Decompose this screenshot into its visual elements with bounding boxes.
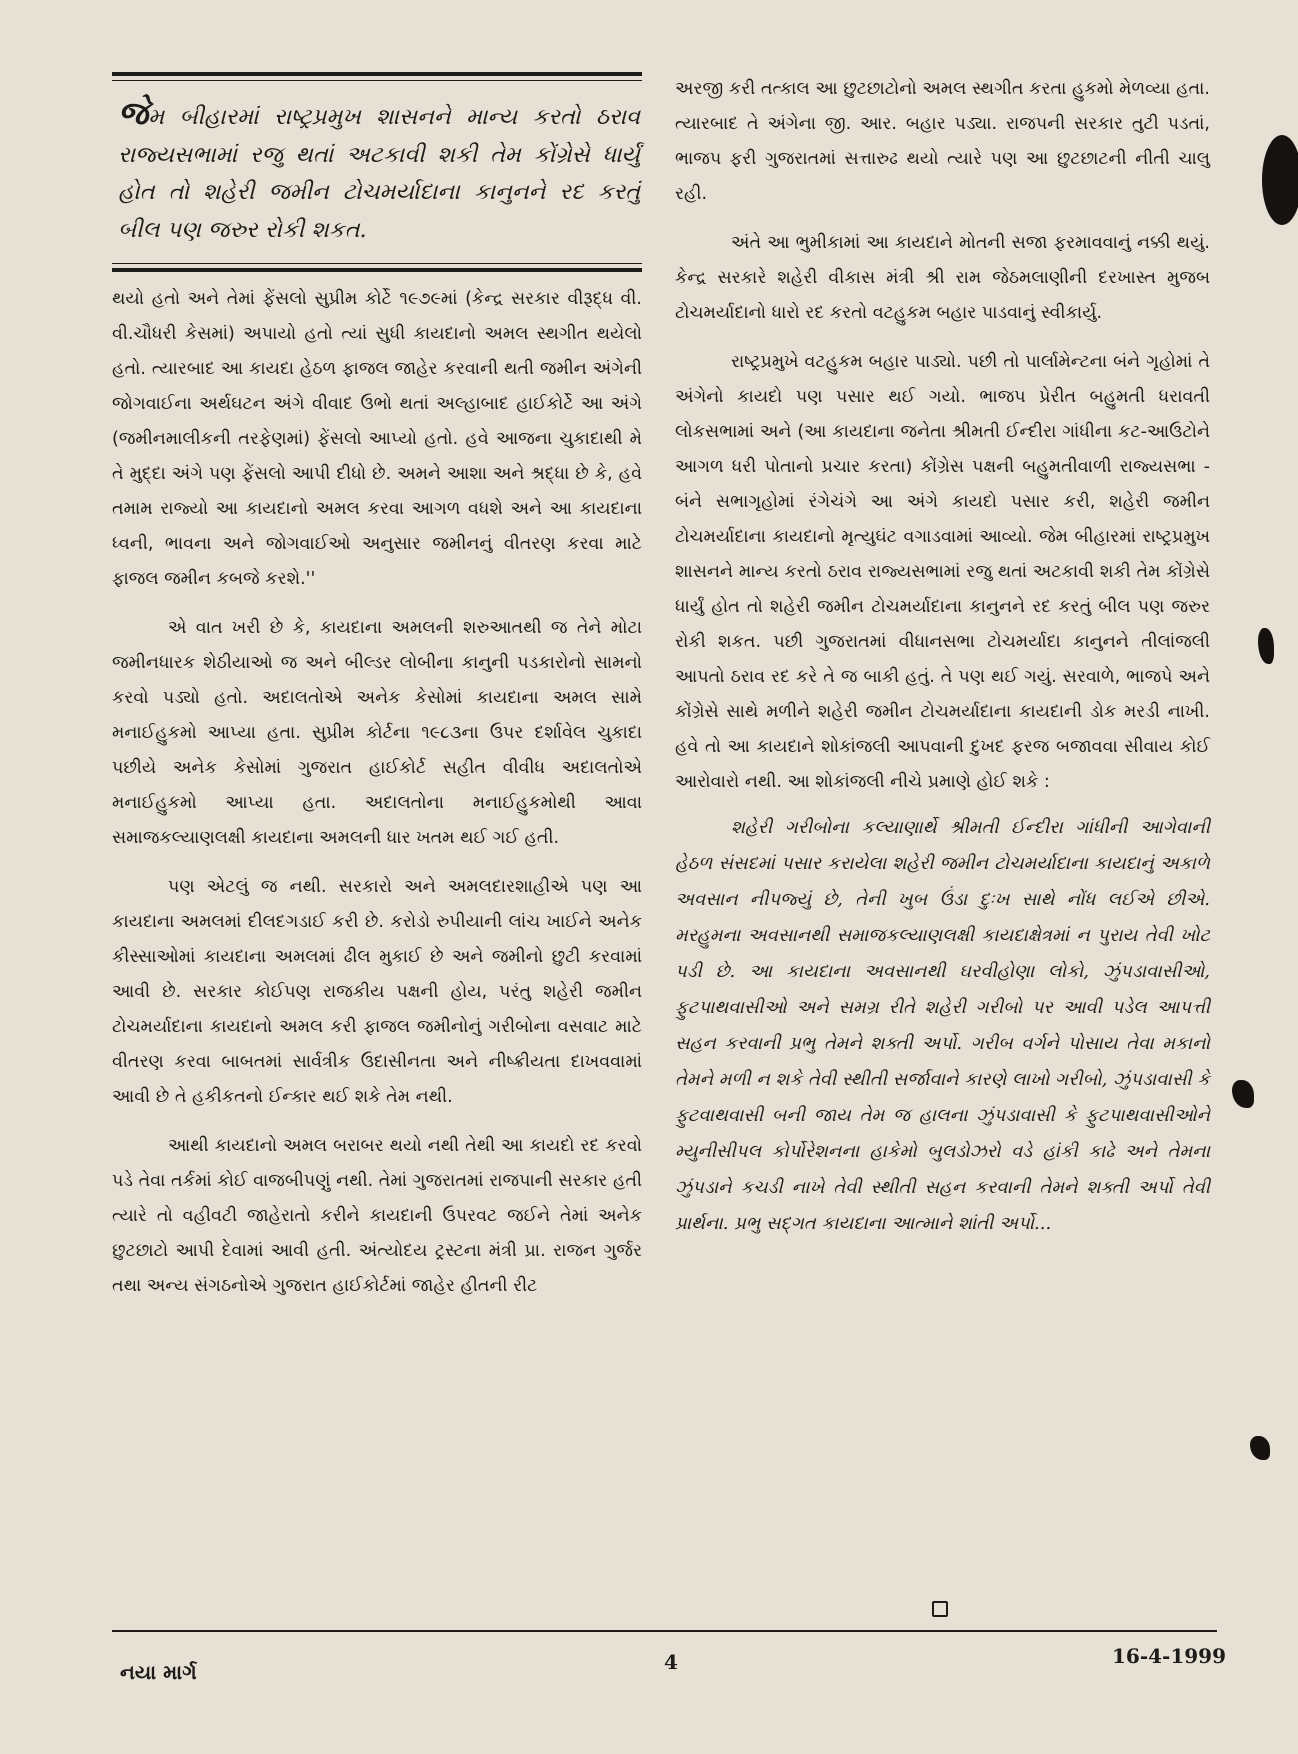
pullquote (112, 81, 642, 259)
publication-name: નયા માર્ગ (120, 1660, 197, 1684)
pullquote-top-rule (112, 72, 642, 76)
pullquote-bottom-rule (112, 268, 642, 272)
right-paragraph-1: અરજી કરી તત્કાલ આ છુટછાટોનો અમલ સ્થગીત કરતા હુકમો મેળવ્યા હતા. ત્યારબાદ તે અંગેના જી. આર. બહાર પડ્યા. રાજપની સરકાર તુટી પડતાં, ભાજપ ફરી ગુજરાતમાં સત્તારુઢ થયો ત્યારે પણ આ છુટછાટની નીતી ચાલુ રહી. (675, 79, 1210, 204)
article-end-mark (932, 1601, 948, 1617)
left-paragraph-3: પણ એટલું જ નથી. સરકારો અને અમલદારશાહીએ પણ આ કાયદાના અમલમાં દીલદગડાઈ કરી છે. કરોડો રુપીયાની લાંચ ખાઈને અનેક કીસ્સાઓમાં કાયદાના અમલમાં ઢીલ મુકાઈ છે અને જમીનો છુટી કરવામાં આવી છે. સરકાર કોઈપણ રાજકીય પક્ષની હોય, પરંતુ શહેરી જમીન ટોચમર્યાદાના કાયદાનો અમલ કરી ફાજલ જમીનોનું ગરીબોના વસવાટ માટે વીતરણ કરવા બાબતમાં સાર્વત્રીક ઉદાસીનતા અને નીષ્ક્રીયતા દાખવવામાં આવી છે તે હકીકતનો ઈન્કાર થઈ શકે તેમ નથી. (112, 877, 642, 1107)
right-paragraph-3: રાષ્ટ્રપ્રમુખે વટહુકમ બહાર પાડ્યો. પછી તો પાર્લામેન્ટના બંને ગૃહોમાં તે અંગેનો કાયદો પણ પસાર થઈ ગયો. ભાજપ પ્રેરીત બહુમતી ધરાવતી લોકસભામાં અને (આ કાયદાના જનેતા શ્રીમતી ઈન્દીરા ગાંધીના કટ-આઉટોને આગળ ધરી પોતાનો પ્રચાર કરતા) કોંગ્રેસ પક્ષની બહુમતીવાળી રાજ્યસભા - બંને સભાગૃહોમાં રંગેચંગે આ અંગે કાયદો પસાર કરી, શહેરી જમીન ટોચમર્યાદાના કાયદાનો મૃત્યુઘંટ વગાડવામાં આવ્યો. જેમ બીહારમાં રાષ્ટ્રપ્રમુખ શાસનને માન્ય કરતો ઠરાવ રાજ્યસભામાં રજુ થતાં અટકાવી શકી તેમ કોંગ્રેસે ધાર્યું હોત તો શહેરી જમીન ટોચમર્યાદાના કાનુનને રદ કરતું બીલ પણ જરુર રોકી શકત. પછી ગુજરાતમાં વીધાનસભા ટોચમર્યાદા કાનુનને તીલાંજલી આપતો ઠરાવ રદ કરે તે જ બાકી હતું. તે પણ થઈ ગયું. સરવાળે, ભાજપે અને કોંગ્રેસે સાથે મળીને શહેરી જમીન ટોચમર્યાદાના કાયદાની ડોક મરડી નાખી. હવે તો આ કાયદાને શોકાંજલી આપવાની દુખદ ફરજ બજાવવા સીવાય કોઈ આરોવારો નથી. આ શોકાંજલી નીચે પ્રમાણે હોઈ શકે : (675, 352, 1210, 792)
right-column (675, 72, 1210, 1242)
footer-rule (112, 1630, 1217, 1632)
left-paragraph-4: આથી કાયદાનો અમલ બરાબર થયો નથી તેથી આ કાયદો રદ કરવો પડે તેવા તર્કમાં કોઈ વાજબીપણું નથી. તેમાં ગુજરાતમાં રાજપાની સરકાર હતી ત્યારે તો વહીવટી જાહેરાતો કરીને કાયદાની ઉપરવટ જઈને તેમાં અનેક છુટછાટો આપી દેવામાં આવી હતી. અંત્યોદય ટ્રસ્ટના મંત્રી પ્રા. રાજન ગુર્જર તથા અન્ય સંગઠનોએ ગુજરાત હાઈકોર્ટમાં જાહેર હીતની રીટ (112, 1136, 642, 1296)
ink-stain (1258, 628, 1274, 664)
left-paragraph-2: એ વાત ખરી છે કે, કાયદાના અમલની શરુઆતથી જ તેને મોટા જમીનધારક શેઠીયાઓ જ અને બીલ્ડર લોબીના કાનુની પડકારોનો સામનો કરવો પડ્યો હતો. અદાલતોએ અનેક કેસોમાં કાયદાના અમલ સામે મનાઈહુકમો આપ્યા હતા. સુપ્રીમ કોર્ટના ૧૯૮૩ના ઉપર દર્શાવેલ ચુકાદા પછીયે અનેક કેસોમાં ગુજરાત હાઈકોર્ટ સહીત વીવીધ અદાલતોએ મનાઈહુકમો આપ્યા હતા. અદાલતોના મનાઈહુકમોથી આવા સમાજકલ્યાણલક્ષી કાયદાના અમલની ધાર ખતમ થઈ ગઈ હતી. (112, 618, 642, 848)
right-paragraph-2: અંતે આ ભુમીકામાં આ કાયદાને મોતની સજા ફરમાવવાનું નક્કી થયું. કેન્દ્ર સરકારે શહેરી વીકાસ મંત્રી શ્રી રામ જેઠમલાણીની દરખાસ્ત મુજબ ટોચમર્યાદાનો ધારો રદ કરતો વટહુકમ બહાર પાડવાનું સ્વીકાર્યુ. (675, 233, 1210, 323)
pullquote-dropcap: જે (118, 94, 149, 132)
left-column (112, 72, 642, 1304)
ink-stain (1232, 1080, 1254, 1108)
ink-stain (1262, 135, 1298, 225)
issue-date: 16-4-1999 (1112, 1644, 1227, 1668)
page-number: 4 (664, 1650, 678, 1674)
ink-stain (1250, 1436, 1270, 1460)
pullquote-text: મ બીહારમાં રાષ્ટ્રપ્રમુખ શાસનને માન્ય કરતો ઠરાવ રાજ્યસભામાં રજુ થતાં અટકાવી શકી તેમ કોંગ્રેસે ધાર્યું હોત તો શહેરી જમીન ટોચમર્યાદાના કાનુનને રદ કરતું બીલ પણ જરુર રોકી શકત. (118, 104, 640, 243)
left-paragraph-1: થયો હતો અને તેમાં ફેંસલો સુપ્રીમ કોર્ટે ૧૯૭૯માં (કેન્દ્ર સરકાર વીરૂદ્ધ વી. વી.ચૌધરી કેસમાં) અપાયો હતો ત્યાં સુધી કાયદાનો અમલ સ્થગીત થયેલો હતો. ત્યારબાદ આ કાયદા હેઠળ ફાજલ જાહેર કરવાની થતી જમીન અંગેની જોગવાઈના અર્થઘટન અંગે વીવાદ ઉભો થતાં અલ્હાબાદ હાઈકોર્ટે આ અંગે (જમીનમાલીકની તરફેણમાં) ફેંસલો આપ્યો હતો. હવે આજના ચુકાદાથી મે તે મુદ્દા અંગે પણ ફેંસલો આપી દીધો છે. અમને આશા અને શ્રદ્ધા છે કે, હવે તમામ રાજ્યો આ કાયદાનો અમલ કરવા આગળ વધશે અને આ કાયદાના ધ્વની, ભાવના અને જોગવાઈઓ અનુસાર જમીનનું વીતરણ કરવા માટે ફાજલ જમીન કબજે કરશે.'' (112, 289, 642, 589)
condolence-paragraph: શહેરી ગરીબોના કલ્યાણાર્થે શ્રીમતી ઈન્દીરા ગાંધીની આગેવાની હેઠળ સંસદમાં પસાર કરાયેલા શહેરી જમીન ટોચમર્યાદાના કાયદાનું અકાળે અવસાન નીપજ્યું છે, તેની ખુબ ઉંડા દુઃખ સાથે નોંધ લઈએ છીએ. મરહુમના અવસાનથી સમાજકલ્યાણલક્ષી કાયદાક્ષેત્રમાં ન પુરાય તેવી ખોટ પડી છે. આ કાયદાના અવસાનથી ઘરવીહોણા લોકો, ઝુંપડાવાસીઓ, ફુટપાથવાસીઓ અને સમગ્ર રીતે શહેરી ગરીબો પર આવી પડેલ આપત્તી સહન કરવાની પ્રભુ તેમને શક્તી અર્પો. ગરીબ વર્ગને પોસાય તેવા મકાનો તેમને મળી ન શકે તેવી સ્થીતી સર્જાવાને કારણે લાખો ગરીબો, ઝુંપડાવાસી કે ફુટવાથવાસી બની જાય તેમ જ હાલના ઝુંપડાવાસી કે ફુટપાથવાસીઓને મ્યુનીસીપલ કોર્પોરેશનના હાકેમો બુલડોઝરો વડે હાંકી કાઢે અને તેમના ઝુંપડાને કચડી નાખે તેવી સ્થીતી સહન કરવાની તેમને શક્તી અર્પો તેવી પ્રાર્થના. પ્રભુ સદ્ગત કાયદાના આત્માને શાંતી અર્પો... (675, 817, 1210, 1234)
pullquote-bottom-rule-thin (112, 263, 642, 264)
